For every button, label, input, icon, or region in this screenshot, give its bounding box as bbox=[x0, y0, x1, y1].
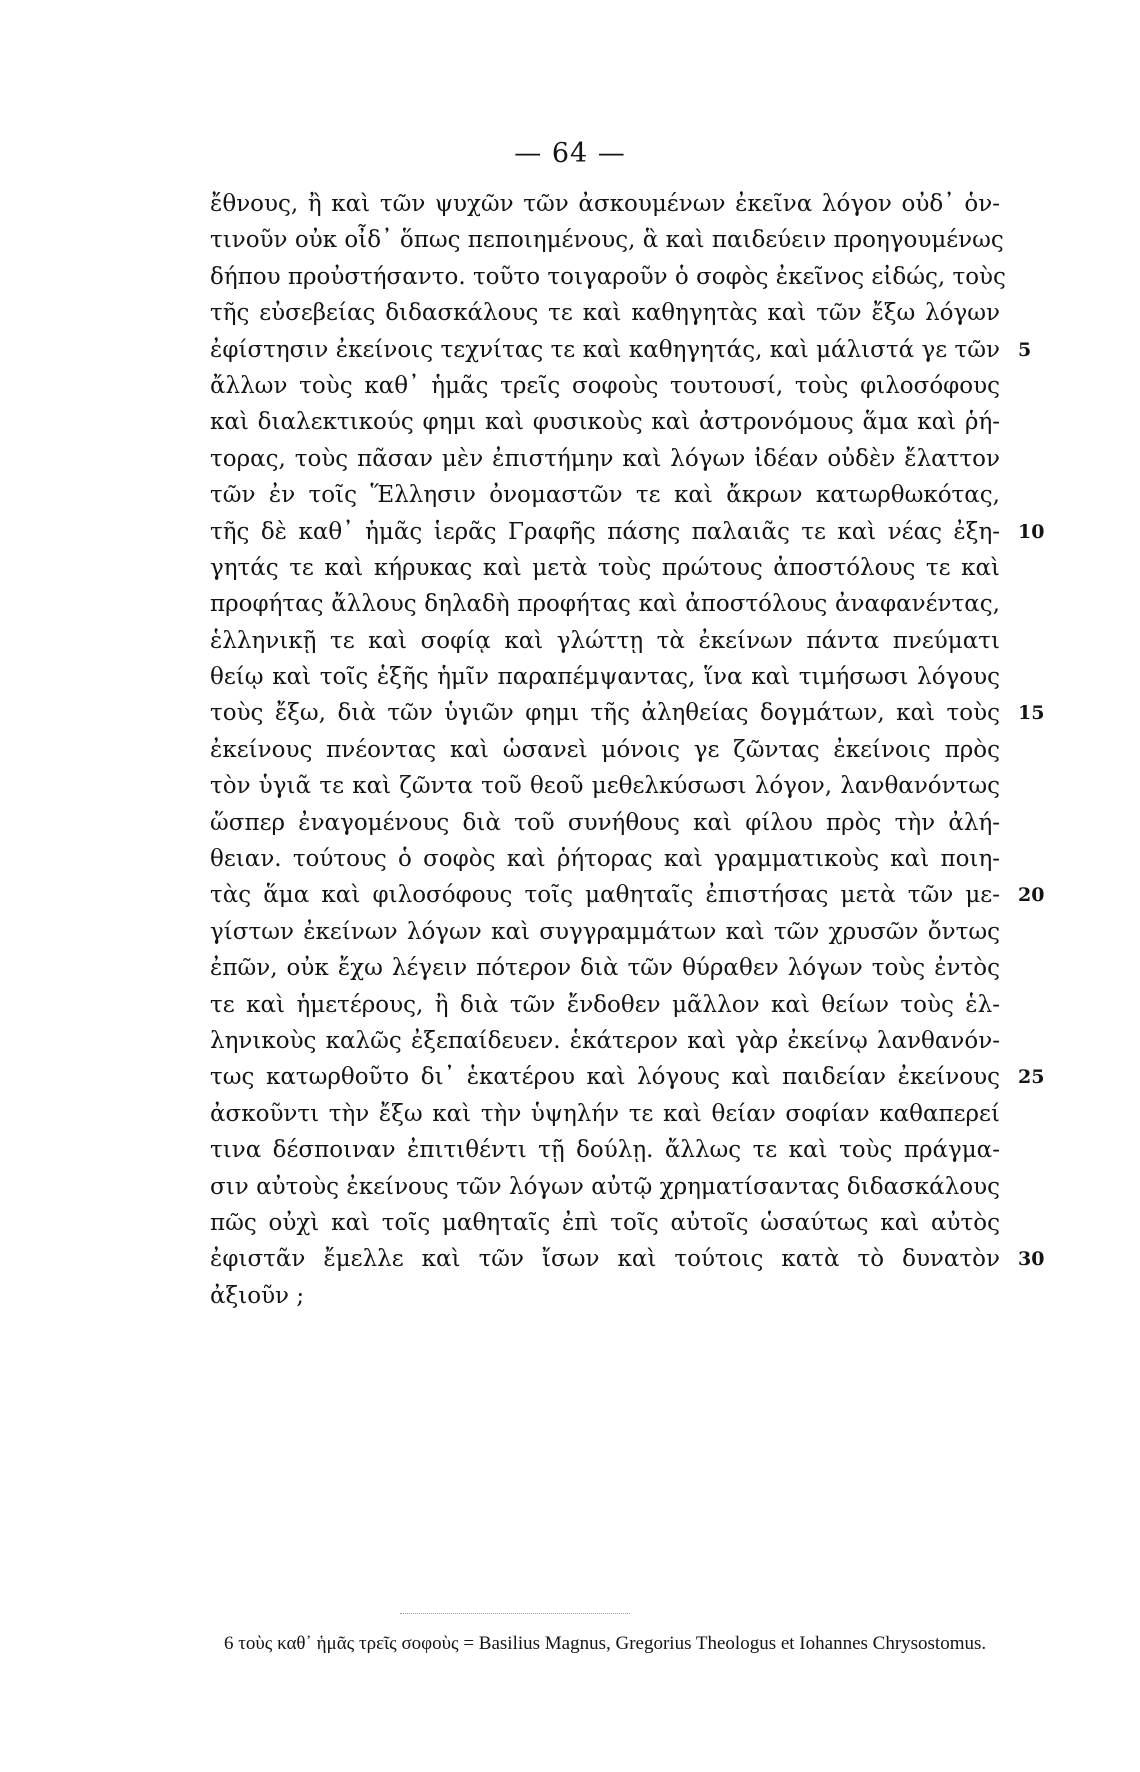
text-line bbox=[210, 659, 1000, 695]
line-text: ἐπῶν, οὐκ ἔχω λέγειν πότερον διὰ τῶν θύραθεν λόγων τοὺς ἐντὸς bbox=[210, 955, 1000, 982]
text-line bbox=[210, 514, 1045, 550]
line-text: ὥσπερ ἐναγομένους διὰ τοῦ συνήθους καὶ φίλου πρὸς τὴν ἀλή- bbox=[210, 809, 1000, 836]
line-text: σιν αὐτοὺς ἐκείνους τῶν λόγων αὐτῷ χρηματίσαντας διδασκάλους bbox=[210, 1173, 1000, 1200]
text-line bbox=[210, 1241, 1045, 1277]
line-text: τινοῦν οὐκ οἶδ᾽ ὅπως πεποιημένους, ἃ καὶ παιδεύειν προηγουμένως bbox=[210, 227, 1004, 254]
line-text: γητάς τε καὶ κήρυκας καὶ μετὰ τοὺς πρώτους ἀποστόλους τε καὶ bbox=[210, 554, 1000, 581]
line-text: τε καὶ ἡμετέρους, ἢ διὰ τῶν ἔνδοθεν μᾶλλον καὶ θείων τοὺς ἑλ- bbox=[210, 991, 1000, 1018]
line-number: 25 bbox=[1018, 1066, 1045, 1089]
text-line bbox=[210, 877, 1045, 913]
text-line bbox=[210, 805, 1000, 841]
footnote: 6 τοὺς καθ᾽ ἡμᾶς τρεῖς σοφοὺς = Basilius Magnus, Gregorius Theologus et Iohannes Chrysostomus. bbox=[224, 1633, 987, 1654]
text-line bbox=[210, 259, 1006, 295]
text-line bbox=[210, 295, 1000, 331]
line-text: τινα δέσποιναν ἐπιτιθέντι τῇ δούλῃ. ἄλλως τε καὶ τοὺς πράγμα- bbox=[210, 1137, 1000, 1164]
text-line bbox=[210, 332, 1032, 368]
text-line bbox=[210, 914, 1000, 950]
line-text: ἀσκοῦντι τὴν ἔξω καὶ τὴν ὑψηλήν τε καὶ θείαν σοφίαν καθαπερεί bbox=[210, 1100, 1000, 1127]
text-line bbox=[210, 623, 1000, 659]
line-text: ἔθνους, ἢ καὶ τῶν ψυχῶν τῶν ἀσκουμένων ἐκεῖνα λόγον οὐδ᾽ ὁν- bbox=[210, 191, 1000, 217]
line-text: τως κατωρθοῦτο δι᾽ ἑκατέρου καὶ λόγους καὶ παιδείαν ἐκείνους bbox=[210, 1064, 1000, 1091]
text-line bbox=[210, 550, 1000, 586]
line-text: προφήτας ἄλλους δηλαδὴ προφήτας καὶ ἀποστόλους ἀναφανέντας, bbox=[210, 591, 1000, 618]
line-number: 15 bbox=[1018, 702, 1045, 725]
text-line bbox=[210, 732, 1000, 768]
text-line bbox=[210, 441, 1000, 477]
line-text: τῆς δὲ καθ᾽ ἡμᾶς ἱερᾶς Γραφῆς πάσης παλαιᾶς τε καὶ νέας ἐξη- bbox=[210, 518, 1000, 545]
line-text: θείῳ καὶ τοῖς ἑξῆς ἡμῖν παραπέμψαντας, ἵνα καὶ τιμήσωσι λόγους bbox=[210, 664, 1000, 691]
line-number: 10 bbox=[1018, 520, 1045, 543]
line-text: ἐφίστησιν ἐκείνοις τεχνίτας τε καὶ καθηγητάς, καὶ μάλιστά γε τῶν bbox=[210, 336, 1000, 363]
text-line bbox=[210, 841, 1000, 877]
line-text: ἄλλων τοὺς καθ᾽ ἡμᾶς τρεῖς σοφοὺς τουτουσί, τοὺς φιλοσόφους bbox=[210, 372, 1000, 399]
text-line bbox=[210, 695, 1045, 731]
text-line bbox=[210, 1059, 1045, 1095]
text-line bbox=[210, 404, 1000, 440]
text-line bbox=[210, 222, 1004, 258]
line-text: θειαν. τούτους ὁ σοφὸς καὶ ῥήτορας καὶ γραμματικοὺς καὶ ποιη- bbox=[210, 846, 1000, 873]
line-text: τὰς ἅμα καὶ φιλοσόφους τοῖς μαθηταῖς ἐπιστήσας μετὰ τῶν με- bbox=[210, 882, 1000, 909]
line-text: δήπου προὐστήσαντο. τοῦτο τοιγαροῦν ὁ σοφὸς ἐκεῖνος εἰδώς, τοὺς bbox=[210, 263, 1006, 290]
footnote-separator bbox=[400, 1613, 630, 1614]
text-line bbox=[210, 1096, 1000, 1132]
text-line bbox=[210, 586, 1000, 622]
text-line bbox=[210, 477, 1000, 513]
line-text: τῆς εὐσεβείας διδασκάλους τε καὶ καθηγητὰς καὶ τῶν ἔξω λόγων bbox=[210, 300, 1000, 327]
text-line bbox=[210, 768, 1000, 804]
line-text: ἀξιοῦν ; bbox=[210, 1282, 305, 1309]
line-text: ἐκείνους πνέοντας καὶ ὡσανεὶ μόνοις γε ζῶντας ἐκείνοις πρὸς bbox=[210, 736, 1000, 763]
main-text bbox=[210, 186, 1045, 1314]
line-text: ληνικοὺς καλῶς ἐξεπαίδευεν. ἑκάτερον καὶ γὰρ ἐκείνῳ λανθανόν- bbox=[210, 1027, 1000, 1054]
line-text: τὸν ὑγιᾶ τε καὶ ζῶντα τοῦ θεοῦ μεθελκύσωσι λόγον, λανθανόντως bbox=[210, 773, 1000, 800]
line-text: ἑλληνικῇ τε καὶ σοφίᾳ καὶ γλώττῃ τὰ ἐκείνων πάντα πνεύματι bbox=[210, 627, 1000, 654]
line-text: ἐφιστᾶν ἔμελλε καὶ τῶν ἴσων καὶ τούτοις κατὰ τὸ δυνατὸν bbox=[210, 1246, 1000, 1273]
line-text: καὶ διαλεκτικούς φημι καὶ φυσικοὺς καὶ ἀστρονόμους ἅμα καὶ ῥή- bbox=[210, 409, 1000, 436]
text-line bbox=[210, 368, 1000, 404]
text-line bbox=[210, 950, 1000, 986]
text-line bbox=[210, 1023, 1000, 1059]
line-text: πῶς οὐχὶ καὶ τοῖς μαθηταῖς ἐπὶ τοῖς αὐτοῖς ὡσαύτως καὶ αὐτὸς bbox=[210, 1209, 1000, 1236]
text-line bbox=[210, 1205, 1000, 1241]
text-line bbox=[210, 1132, 1000, 1168]
text-line bbox=[210, 987, 1000, 1023]
line-number: 20 bbox=[1018, 884, 1045, 907]
text-line bbox=[210, 1278, 1000, 1314]
line-number: 5 bbox=[1018, 338, 1032, 361]
line-text: τορας, τοὺς πᾶσαν μὲν ἐπιστήμην καὶ λόγων ἰδέαν οὐδὲν ἔλαττον bbox=[210, 445, 1000, 472]
text-line bbox=[210, 1169, 1000, 1205]
text-line bbox=[210, 186, 1000, 222]
line-text: γίστων ἐκείνων λόγων καὶ συγγραμμάτων καὶ τῶν χρυσῶν ὄντως bbox=[210, 918, 1000, 945]
line-text: τῶν ἐν τοῖς Ἕλλησιν ὀνομαστῶν τε καὶ ἄκρων κατωρθωκότας, bbox=[210, 482, 1000, 509]
page-number: — 64 — bbox=[514, 138, 626, 169]
line-text: τοὺς ἔξω, διὰ τῶν ὑγιῶν φημι τῆς ἀληθείας δογμάτων, καὶ τοὺς bbox=[210, 700, 1000, 727]
line-number: 30 bbox=[1018, 1248, 1045, 1271]
